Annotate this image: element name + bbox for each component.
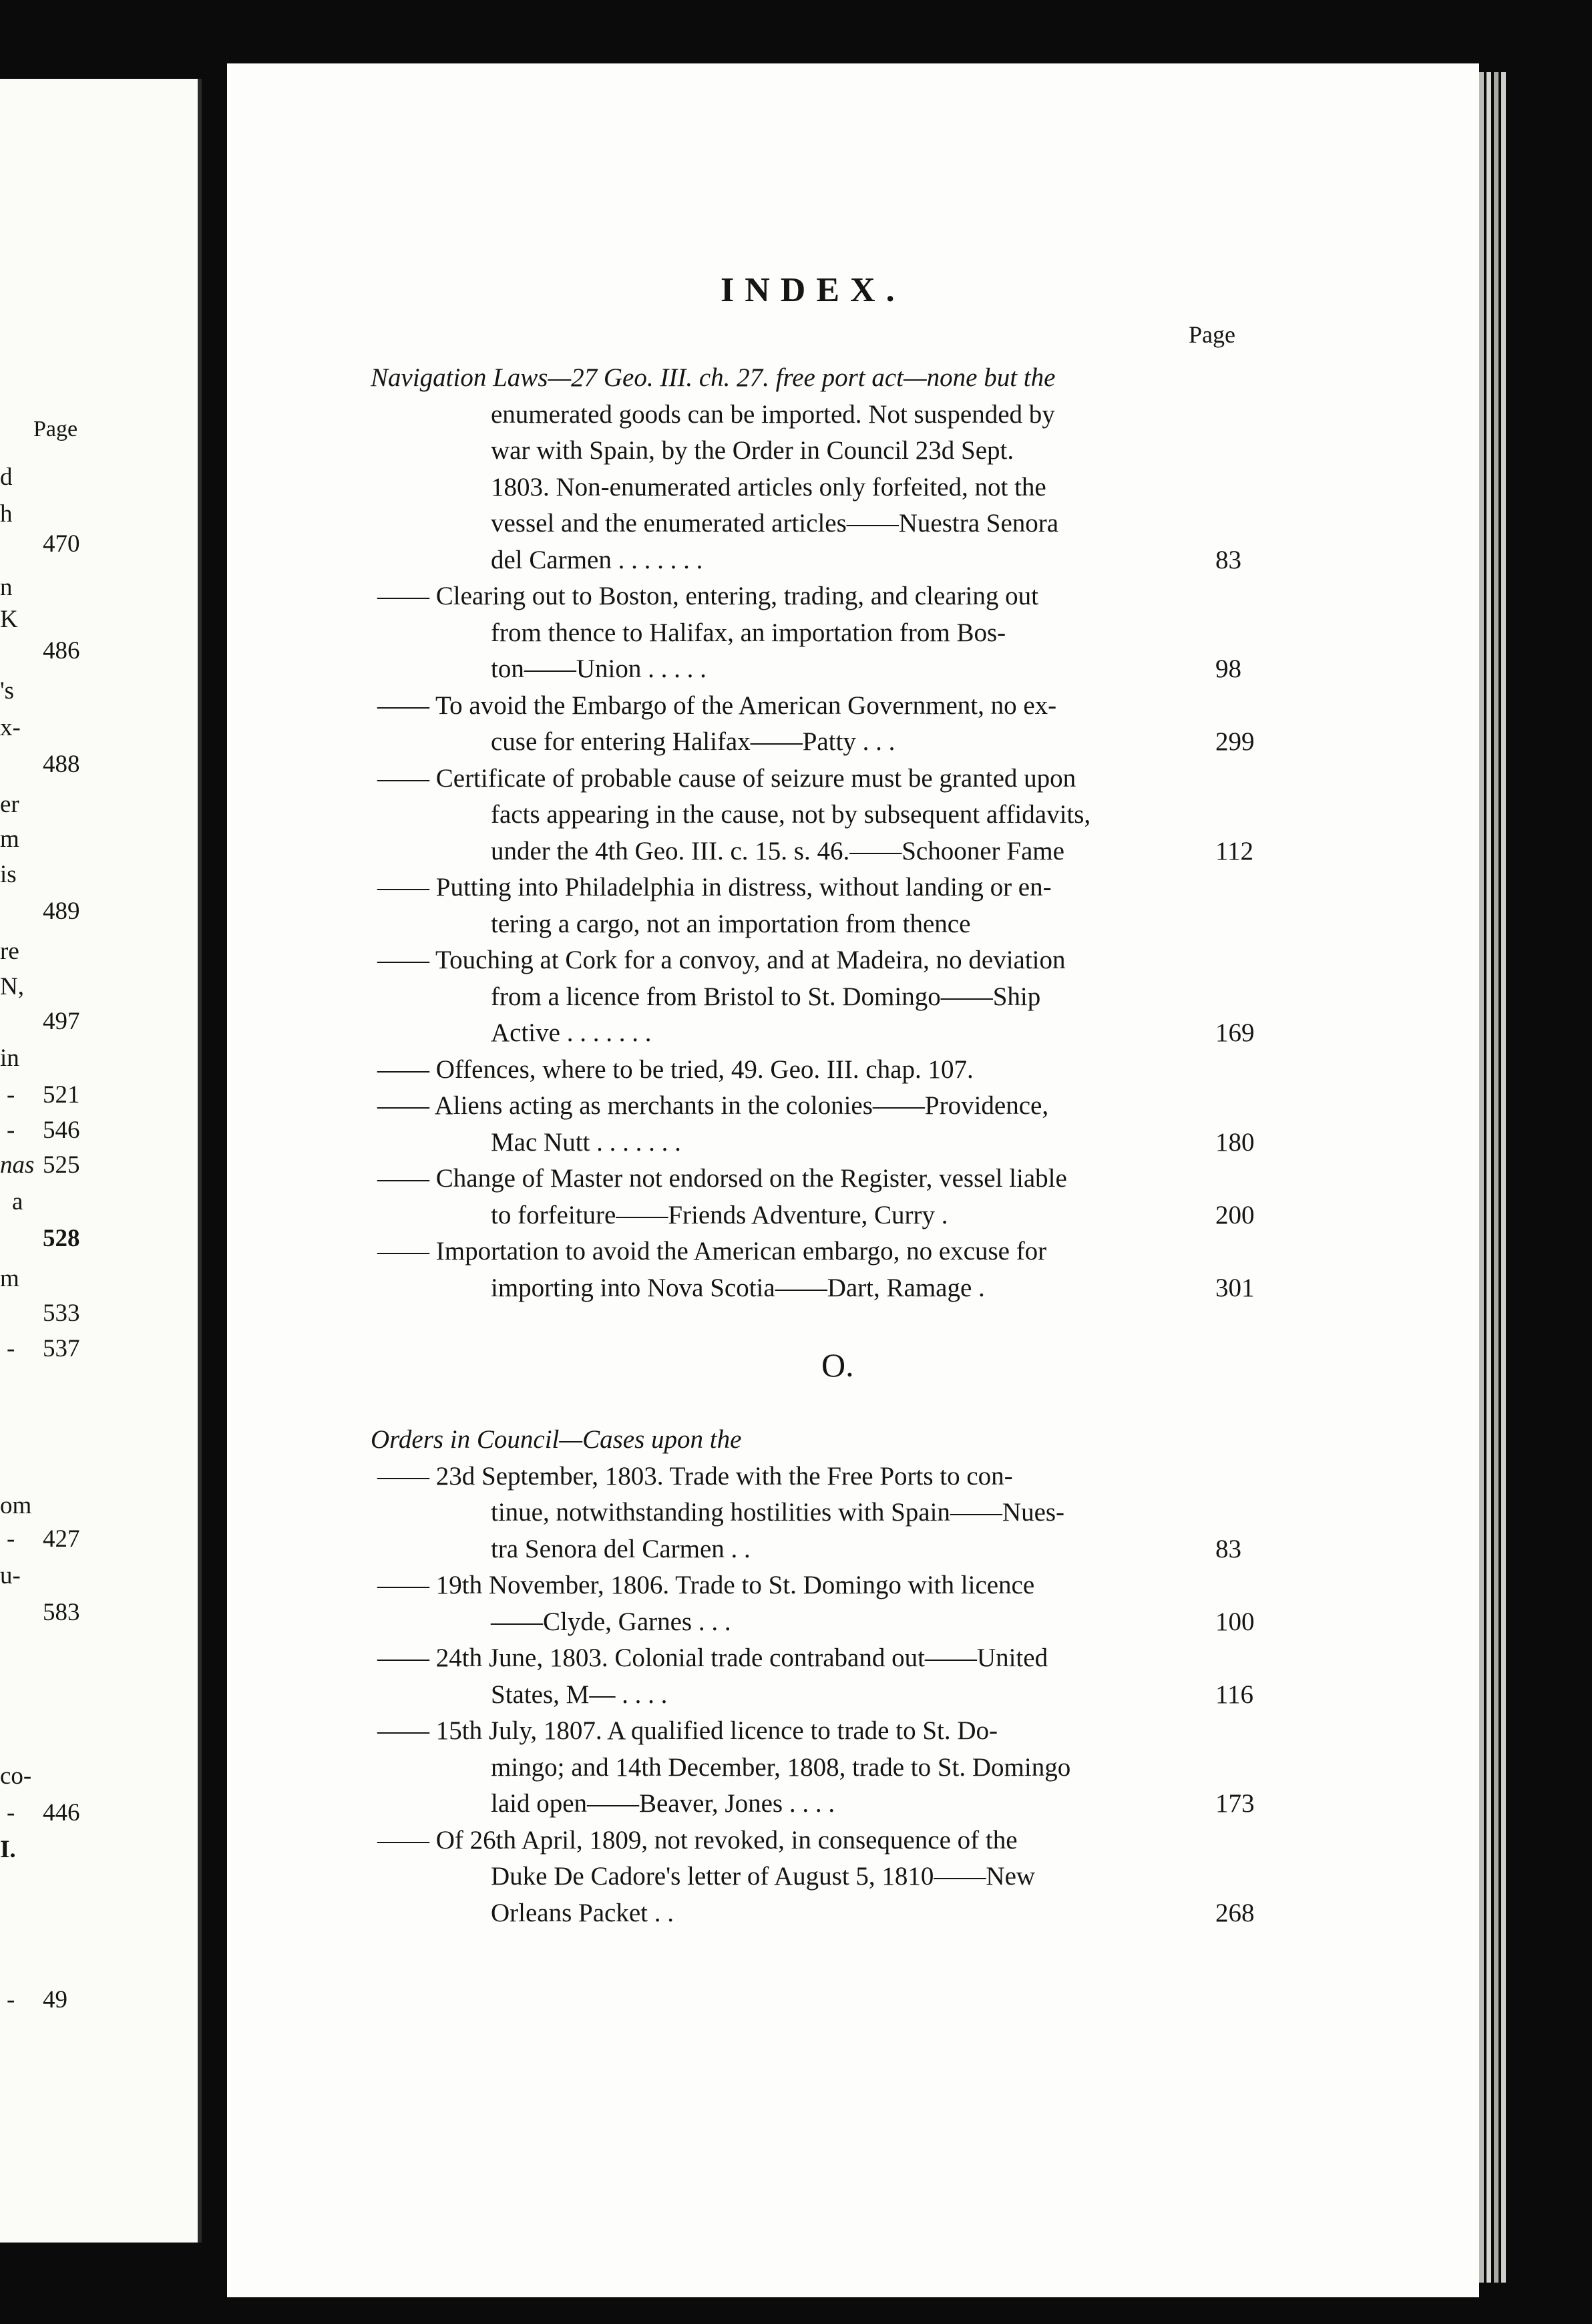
left-number: 537 — [43, 1335, 80, 1362]
index-page-number: 268 — [1215, 1898, 1255, 1927]
index-entry-line: —— Touching at Cork for a convoy, and at Madeira, no deviation — [377, 946, 1066, 974]
left-number: 486 — [43, 637, 80, 664]
left-fragment: d — [0, 463, 13, 491]
page-edge — [1479, 72, 1484, 2283]
left-fragment: m — [0, 1265, 19, 1292]
index-entry-line: 1803. Non-enumerated articles only forfeited, not the — [491, 472, 1046, 502]
left-number: 546 — [43, 1117, 80, 1144]
left-fragment: - — [7, 1799, 15, 1826]
index-entry-line: —— Of 26th April, 1809, not revoked, in consequence of the — [377, 1825, 1018, 1855]
left-number: 525 — [43, 1151, 80, 1179]
index-page-number: 173 — [1215, 1789, 1255, 1818]
left-number: 583 — [43, 1599, 80, 1626]
left-fragment: in — [0, 1044, 19, 1072]
left-page-fragment — [0, 79, 202, 2243]
index-entry-line: —— To avoid the Embargo of the American Government, no ex- — [377, 691, 1057, 720]
left-number: 497 — [43, 1008, 80, 1035]
page-edge — [1486, 72, 1491, 2283]
page-edge — [1494, 72, 1499, 2283]
index-page-number: 112 — [1215, 836, 1254, 865]
index-entry-line: Duke De Cadore's letter of August 5, 1810——New — [491, 1862, 1036, 1891]
index-entry-line: States, M— . . . . — [491, 1680, 668, 1709]
section-letter: O. — [821, 1346, 854, 1384]
left-fragment: a — [12, 1188, 23, 1215]
left-fragment: - — [7, 1525, 15, 1553]
left-fragment: om — [0, 1492, 32, 1519]
index-entry-line: ton——Union . . . . . — [491, 654, 707, 683]
left-number: 489 — [43, 898, 80, 925]
index-entry-line: —— Importation to avoid the American embargo, no excuse for — [377, 1237, 1047, 1266]
left-fragment: m — [0, 825, 19, 853]
index-entry-line: —— 24th June, 1803. Colonial trade contraband out——United — [377, 1643, 1048, 1672]
index-entry-line: —— Aliens acting as merchants in the colonies——Providence, — [377, 1091, 1049, 1120]
index-entry-line: —— 15th July, 1807. A qualified licence to trade to St. Do- — [377, 1716, 998, 1745]
index-entry-line: under the 4th Geo. III. c. 15. s. 46.——Schooner Fame — [491, 836, 1064, 865]
index-entry-line: Mac Nutt . . . . . . . — [491, 1127, 681, 1157]
left-page-label: Page — [33, 417, 78, 441]
left-fragment: - — [7, 1081, 15, 1109]
left-number: 470 — [43, 530, 80, 558]
index-entry-line: importing into Nova Scotia——Dart, Ramage . — [491, 1273, 985, 1302]
index-entry-line: tra Senora del Carmen . . — [491, 1534, 751, 1563]
index-page-number: 116 — [1215, 1680, 1254, 1709]
left-number: 488 — [43, 751, 80, 778]
page-title: INDEX. — [721, 271, 906, 309]
left-fragment: is — [0, 861, 17, 888]
index-page-number: 169 — [1215, 1018, 1255, 1047]
index-entry-line: —— Putting into Philadelphia in distress, without landing or en- — [377, 873, 1052, 902]
page-edge — [1501, 72, 1506, 2283]
index-page-number: 83 — [1215, 545, 1241, 574]
left-fragment: - — [7, 1986, 15, 2013]
left-fragment: - — [7, 1335, 15, 1362]
index-entry-line: tinue, notwithstanding hostilities with Spain——Nues- — [491, 1498, 1065, 1527]
index-entry-line: —— Offences, where to be tried, 49. Geo. III. chap. 107. — [377, 1054, 974, 1084]
index-entry-line: —— Clearing out to Boston, entering, trading, and clearing out — [377, 582, 1038, 610]
left-fragment: re — [0, 938, 19, 965]
index-entry-line: Navigation Laws—27 Geo. III. ch. 27. free port act—none but the — [371, 363, 1056, 392]
index-entry-line: ——Clyde, Garnes . . . — [491, 1607, 731, 1636]
index-entry-line: war with Spain, by the Order in Council 23d Sept. — [491, 436, 1014, 465]
index-entry-line: Active . . . . . . . — [491, 1018, 652, 1047]
index-entry-line: —— 19th November, 1806. Trade to St. Domingo with licence — [377, 1571, 1035, 1599]
index-entry-line: from a licence from Bristol to St. Domingo——Ship — [491, 982, 1041, 1011]
index-entry-line: from thence to Halifax, an importation from Bos- — [491, 618, 1006, 647]
page-column-label: Page — [1189, 321, 1235, 348]
left-number: 49 — [43, 1986, 67, 2013]
left-fragment: I. — [0, 1836, 16, 1863]
left-fragment: nas — [0, 1151, 35, 1179]
left-fragment: K — [0, 606, 18, 633]
left-fragment: er — [0, 791, 19, 818]
index-entry-line: Orleans Packet . . — [491, 1898, 674, 1927]
left-number: 446 — [43, 1799, 80, 1826]
left-fragment: - — [7, 1117, 15, 1144]
left-fragment: 's — [0, 677, 15, 705]
index-page-number: 200 — [1215, 1200, 1255, 1229]
index-entry-line: laid open——Beaver, Jones . . . . — [491, 1789, 835, 1818]
index-entry-line: mingo; and 14th December, 1808, trade to St. Domingo — [491, 1752, 1071, 1782]
left-fragment: h — [0, 500, 13, 528]
index-entry-line: tering a cargo, not an importation from thence — [491, 909, 971, 938]
left-fragment: co- — [0, 1762, 32, 1790]
index-entry-line: —— Change of Master not endorsed on the Register, vessel liable — [377, 1164, 1067, 1193]
left-number: 533 — [43, 1300, 80, 1327]
index-page-number: 100 — [1215, 1607, 1255, 1636]
index-entry-line: facts appearing in the cause, not by subsequent affidavits, — [491, 800, 1091, 829]
index-entry-line: to forfeiture——Friends Adventure, Curry . — [491, 1200, 948, 1229]
index-page-number: 98 — [1215, 654, 1241, 683]
left-fragment: u- — [0, 1562, 21, 1589]
index-entry-line: enumerated goods can be imported. Not suspended by — [491, 399, 1055, 429]
index-page-number: 83 — [1215, 1534, 1241, 1563]
index-entry-line: —— Certificate of probable cause of seizure must be granted upon — [377, 763, 1076, 793]
left-fragment: n — [0, 574, 13, 601]
index-entry-line: cuse for entering Halifax——Patty . . . — [491, 727, 896, 756]
left-number: 528 — [43, 1225, 80, 1252]
index-page-number: 299 — [1215, 727, 1255, 756]
index-page-number: 301 — [1215, 1273, 1255, 1302]
left-number: 427 — [43, 1525, 80, 1553]
index-entry-line: del Carmen . . . . . . . — [491, 545, 703, 574]
index-entry-line: —— 23d September, 1803. Trade with the Free Ports to con- — [377, 1461, 1013, 1491]
left-fragment: x- — [0, 714, 21, 741]
index-page-number: 180 — [1215, 1127, 1255, 1157]
index-page — [227, 63, 1479, 2297]
left-number: 521 — [43, 1081, 80, 1109]
index-entry-line: Orders in Council—Cases upon the — [371, 1425, 742, 1454]
left-fragment: N, — [0, 973, 24, 1000]
index-entry-line: vessel and the enumerated articles——Nuestra Senora — [491, 509, 1059, 538]
